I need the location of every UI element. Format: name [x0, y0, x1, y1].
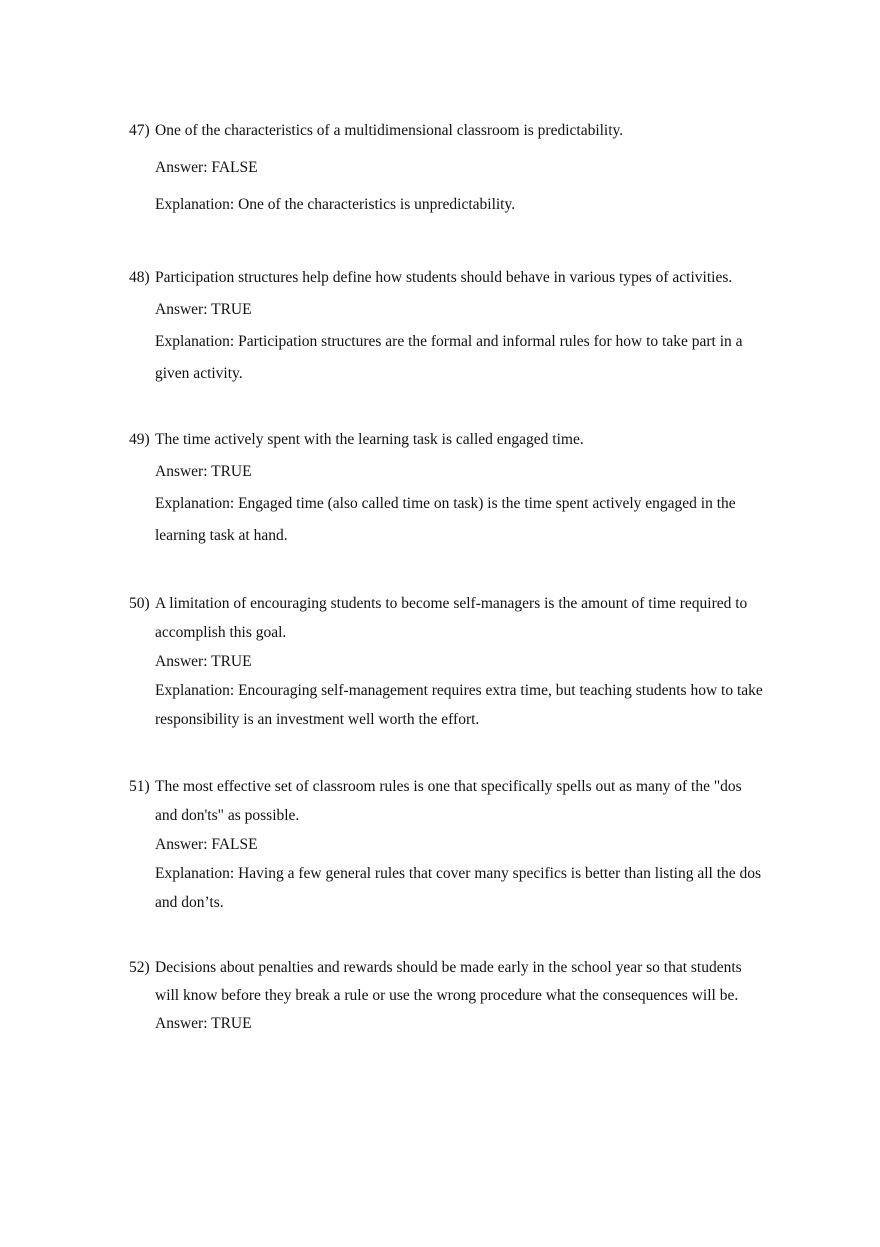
stem-line: Participation structures help define how students should behave in various types of activities.: [155, 269, 733, 286]
question-stem: [155, 431, 789, 463]
stem-line: Decisions about penalties and rewards should be made early in the school year so that students: [155, 959, 742, 976]
question-number: 50): [129, 595, 150, 612]
question-body: [155, 431, 789, 559]
question-stem: [155, 959, 789, 1015]
question-52: [129, 959, 789, 1043]
answer-line: Answer: FALSE: [155, 159, 258, 176]
stem-line: A limitation of encouraging students to become self-managers is the amount of time required to: [155, 595, 748, 612]
answer-line: Answer: TRUE: [155, 463, 252, 480]
explanation: [155, 682, 789, 740]
stem-line: accomplish this goal.: [155, 624, 287, 641]
answer-line: Answer: FALSE: [155, 836, 258, 853]
stem-line: and don'ts" as possible.: [155, 807, 300, 824]
answer-line: Answer: TRUE: [155, 1015, 252, 1032]
question-50: [129, 595, 789, 740]
question-stem: [155, 778, 789, 836]
question-stem: [155, 595, 789, 653]
question-49: [129, 431, 789, 559]
question-48: [129, 269, 789, 397]
answer-line: Answer: TRUE: [155, 653, 252, 670]
explanation-line: given activity.: [155, 365, 243, 382]
explanation-line: Explanation: Participation structures are the formal and informal rules for how to take part in a: [155, 333, 743, 350]
explanation: [155, 333, 789, 397]
explanation-line: responsibility is an investment well worth the effort.: [155, 711, 480, 728]
question-stem: [155, 269, 789, 301]
answer-line: Answer: TRUE: [155, 301, 252, 318]
explanation: [155, 196, 789, 214]
question-body: [155, 959, 789, 1043]
question-number: 49): [129, 431, 150, 448]
stem-line: One of the characteristics of a multidimensional classroom is predictability.: [155, 122, 624, 139]
question-47: [129, 122, 789, 214]
question-number: 52): [129, 959, 150, 976]
stem-line: The time actively spent with the learning task is called engaged time.: [155, 431, 584, 448]
question-number: 47): [129, 122, 150, 139]
explanation: [155, 865, 789, 923]
question-body: [155, 122, 789, 214]
stem-line: will know before they break a rule or use the wrong procedure what the consequences will be.: [155, 987, 739, 1004]
stem-line: The most effective set of classroom rules is one that specifically spells out as many of the "dos: [155, 778, 742, 795]
question-number: 48): [129, 269, 150, 286]
explanation: [155, 495, 789, 559]
question-51: [129, 778, 789, 923]
explanation-line: Explanation: Engaged time (also called time on task) is the time spent actively engaged in the: [155, 495, 736, 512]
explanation-line: and don’ts.: [155, 894, 224, 911]
explanation-line: Explanation: Having a few general rules that cover many specifics is better than listing all the dos: [155, 865, 762, 882]
question-body: [155, 269, 789, 397]
explanation-line: learning task at hand.: [155, 527, 288, 544]
question-body: [155, 595, 789, 740]
question-body: [155, 778, 789, 923]
question-number: 51): [129, 778, 150, 795]
explanation-line: Explanation: Encouraging self-management requires extra time, but teaching students how to take: [155, 682, 763, 699]
explanation-line: Explanation: One of the characteristics is unpredictability.: [155, 196, 516, 213]
question-stem: [155, 122, 789, 159]
